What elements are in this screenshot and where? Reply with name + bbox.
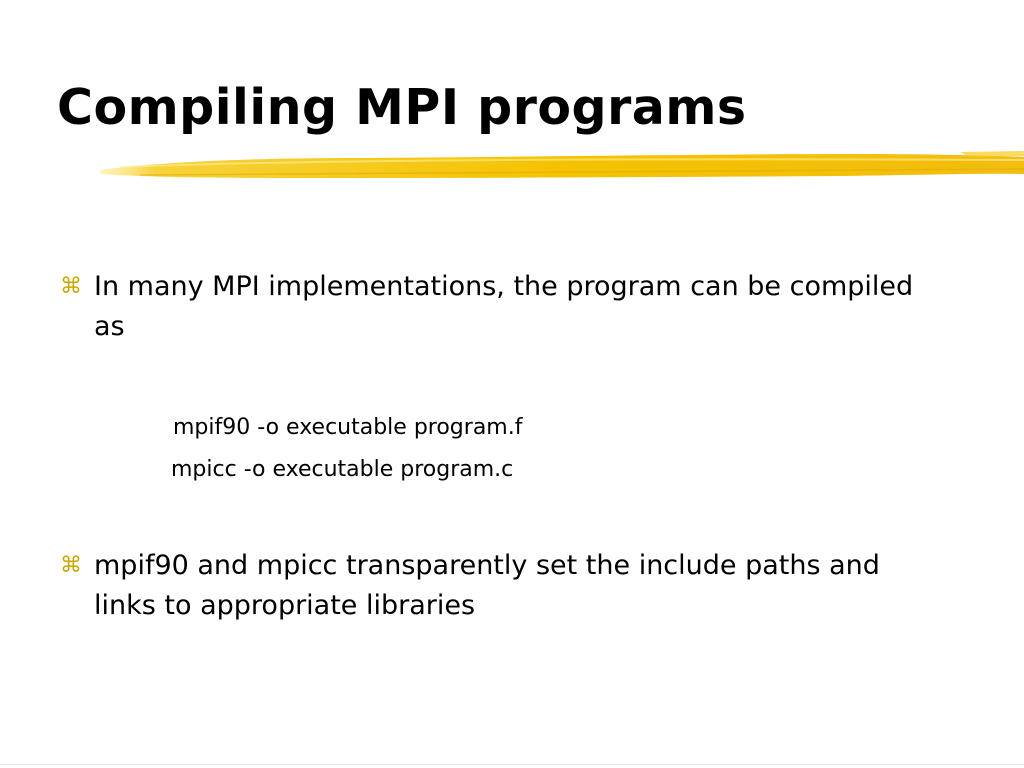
- command-line: mpicc -o executable program.c: [171, 457, 514, 482]
- bottom-divider: [0, 764, 1024, 765]
- bullet-marker-icon: ⌘: [60, 274, 82, 299]
- bullet-text: In many MPI implementations, the program can be compiled as: [94, 271, 914, 342]
- bullet-item: [60, 267, 920, 347]
- title-underline-stroke: [100, 148, 1024, 188]
- bullet-marker-icon: ⌘: [60, 553, 82, 578]
- slide-title: Compiling MPI programs: [57, 79, 747, 136]
- bullet-text: mpif90 and mpicc transparently set the include paths and links to appropriate libraries: [94, 550, 880, 621]
- bullet-item: [60, 546, 920, 626]
- command-line: mpif90 -o executable program.f: [173, 415, 523, 440]
